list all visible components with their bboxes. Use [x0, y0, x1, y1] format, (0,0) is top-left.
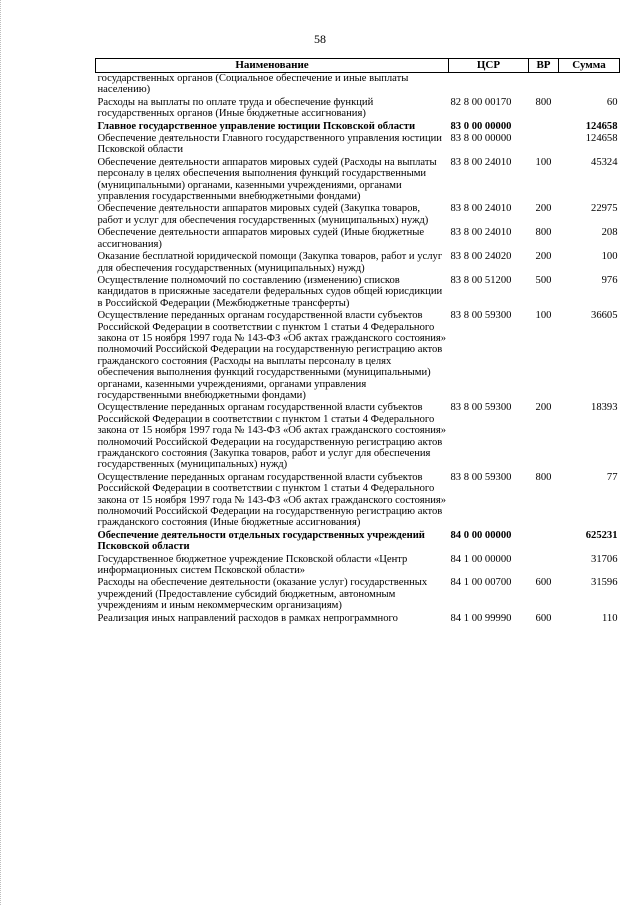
row-name: Реализация иных направлений расходов в рамках непрограммного: [97, 612, 398, 624]
row-vr: 600: [535, 577, 552, 589]
row-sum: 36605: [591, 310, 618, 322]
row-name: Обеспечение деятельности отдельных государственных учреждений Псковской области: [97, 529, 425, 553]
row-name: Осуществление переданных органам государственной власти субъектов Российской Федерации в соответствии с пунктом 1 статьи 4 Федерального закона от 15 ноября 1997 года № 143-ФЗ «Об актах гражданского состояния» полномочий Российской Федерации на государственную регистрацию актов гражданского состояния (Расходы на выплаты персоналу в целях обеспечения выполнения функций государственными (муниципальными) органами, казенными учреждениями, органами управления государственными внебюджетными фондами): [97, 310, 447, 401]
row-csr: 83 8 00 59300: [450, 402, 512, 414]
row-sum: 976: [601, 274, 618, 286]
row-csr: 83 0 00 00000: [450, 120, 512, 132]
row-name: Обеспечение деятельности Главного государственного управления юстиции Псковской области: [97, 133, 442, 156]
row-vr: [529, 121, 559, 133]
row-sum: [559, 73, 620, 97]
column-header-name: Наименование: [96, 59, 449, 73]
row-csr: 84 1 00 99990: [450, 612, 512, 624]
row-csr: 84 1 00 00000: [450, 553, 512, 565]
row-vr: 800: [535, 471, 552, 483]
row-sum: 124658: [585, 120, 618, 132]
table-row: [96, 402, 620, 471]
row-csr: 83 8 00 24010: [450, 203, 512, 215]
row-vr: 100: [535, 156, 552, 168]
table-row: [96, 472, 620, 530]
row-csr: 83 8 00 00000: [450, 133, 512, 145]
row-name: Осуществление переданных органам государственной власти субъектов Российской Федерации в соответствии с пунктом 1 статьи 4 Федерального закона от 15 ноября 1997 года № 143-ФЗ «Об актах гражданского состояния» полномочий Российской Федерации на государственную регистрацию актов гражданского состояния (Иные бюджетные ассигнования): [97, 471, 447, 529]
table-row: [96, 613, 620, 625]
row-vr: 800: [535, 96, 552, 108]
table-row: [96, 530, 620, 554]
row-name: Главное государственное управление юстиции Псковской области: [97, 120, 416, 132]
row-name: государственных органов (Социальное обеспечение и иные выплаты населению): [97, 73, 409, 96]
row-sum: 22975: [591, 203, 618, 215]
table-row: [96, 554, 620, 578]
row-name: Расходы на обеспечение деятельности (оказание услуг) государственных учреждений (Предоставление субсидий бюджетным, автономным учреждениям и иным некоммерческим организациям): [97, 577, 428, 612]
row-sum: 18393: [591, 402, 618, 414]
column-header-csr: ЦСР: [449, 59, 529, 73]
row-csr: 83 8 00 59300: [450, 310, 512, 322]
row-vr: 800: [535, 227, 552, 239]
row-sum: 60: [606, 96, 618, 108]
row-name: Обеспечение деятельности аппаратов мировых судей (Иные бюджетные ассигнования): [97, 227, 425, 250]
table-row: [96, 73, 620, 97]
table-row: [96, 227, 620, 251]
row-csr: 83 8 00 24010: [450, 156, 512, 168]
row-csr: 83 8 00 51200: [450, 274, 512, 286]
table-row: [96, 121, 620, 133]
table-row: [96, 203, 620, 227]
row-sum: 77: [606, 471, 618, 483]
table-row: [96, 577, 620, 612]
budget-table: [95, 58, 620, 625]
column-header-sum: Сумма: [559, 59, 620, 73]
row-name: Осуществление переданных органам государственной власти субъектов Российской Федерации в соответствии с пунктом 1 статьи 4 Федерального закона от 15 ноября 1997 года № 143-ФЗ «Об актах гражданского состояния» полномочий Российской Федерации на государственную регистрацию актов гражданского состояния (Закупка товаров, работ и услуг для обеспечения государственных (муниципальных) нужд): [97, 402, 447, 471]
row-vr: [529, 530, 559, 554]
row-name: Обеспечение деятельности аппаратов мировых судей (Закупка товаров, работ и услуг для обеспечения государственных (муниципальных) нужд): [97, 203, 429, 226]
row-sum: 110: [602, 612, 618, 624]
row-vr: 200: [535, 203, 552, 215]
row-vr: [529, 73, 559, 97]
row-name: Осуществление полномочий по составлению (изменению) списков кандидатов в присяжные заседатели федеральных судов общей юрисдикции в Российской Федерации (Межбюджетные трансферты): [97, 274, 443, 309]
row-name: Оказание бесплатной юридической помощи (Закупка товаров, работ и услуг для обеспечения государственных (муниципальных) нужд): [97, 251, 443, 274]
row-vr: 100: [535, 310, 552, 322]
page-number: 58: [314, 32, 326, 46]
row-sum: 31706: [591, 553, 618, 565]
row-vr: [529, 133, 559, 157]
table-row: [96, 251, 620, 275]
row-name: Расходы на выплаты по оплате труда и обеспечение функций государственных органов (Иные бюджетные ассигнования): [97, 96, 374, 120]
column-header-vr: ВР: [529, 59, 559, 73]
table-row: [96, 133, 620, 157]
row-csr: [449, 73, 529, 97]
row-sum: 31596: [591, 577, 618, 589]
row-csr: 82 8 00 00170: [450, 96, 512, 108]
row-sum: 124658: [585, 133, 618, 145]
table-header-row: [96, 59, 620, 73]
row-vr: 500: [535, 274, 552, 286]
row-vr: 200: [535, 251, 552, 263]
row-name: Государственное бюджетное учреждение Псковской области «Центр информационных систем Псковской области»: [97, 553, 408, 577]
table-row: [96, 97, 620, 121]
table-row: [96, 275, 620, 310]
row-vr: 200: [535, 402, 552, 414]
table-row: [96, 157, 620, 204]
table-body: [96, 73, 620, 626]
row-csr: 84 1 00 00700: [450, 577, 512, 589]
row-sum: 625231: [585, 529, 618, 541]
row-csr: 83 8 00 24020: [450, 251, 512, 263]
table-row: [96, 310, 620, 402]
scan-edge: [0, 0, 4, 905]
row-csr: 83 8 00 24010: [450, 227, 512, 239]
row-name: Обеспечение деятельности аппаратов мировых судей (Расходы на выплаты персоналу в целях обеспечения выполнения функций государственными (муниципальными) органами, казенными учреждениями, органами управления государственными внебюджетными фондами): [97, 156, 437, 203]
row-sum: 208: [601, 227, 618, 239]
row-csr: 84 0 00 00000: [450, 529, 512, 541]
row-sum: 100: [601, 251, 618, 263]
row-vr: [529, 554, 559, 578]
row-sum: 45324: [591, 156, 618, 168]
row-vr: 600: [535, 612, 552, 624]
row-csr: 83 8 00 59300: [450, 471, 512, 483]
